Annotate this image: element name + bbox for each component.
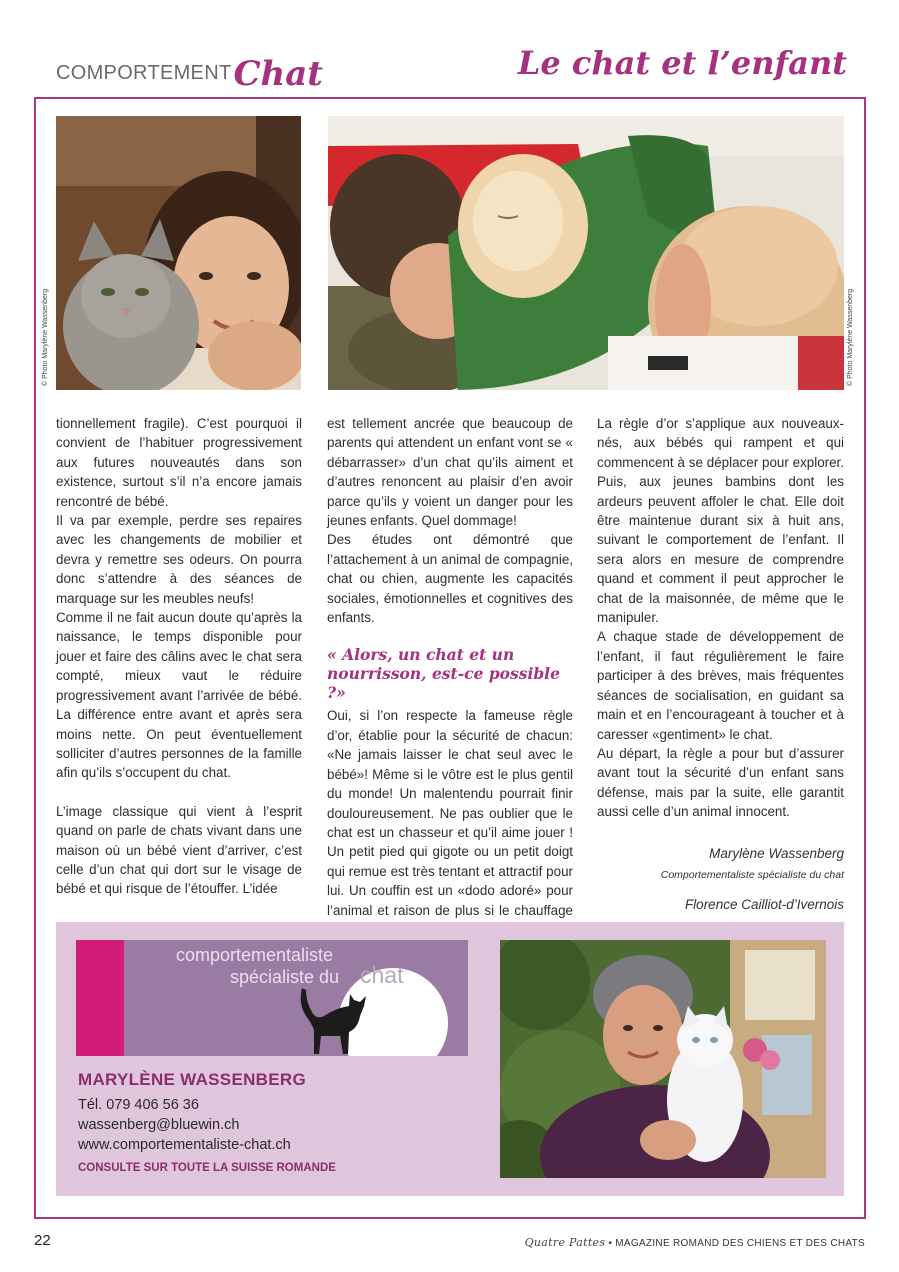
- author-signature: [597, 844, 844, 886]
- paragraph: A chaque stade de développement de l’enfant, il faut régulièrement le faire participer à des brèves, mais fréquentes séances de socialisation, en guidant sa main et en l’encourageant à toucher et à caresser «gentiment» le chat.: [597, 629, 844, 742]
- section-header: [56, 44, 323, 94]
- paragraph: Des études ont démontré que l’attachement à un animal de compagnie, chat ou chien, augmente les capacités sociales, émotionnelles et cognitives des enfants.: [327, 532, 573, 626]
- article-title: Le chat et l’enfant: [517, 44, 847, 82]
- section-script-label: Chat: [233, 54, 323, 94]
- article-column-3: [597, 414, 844, 937]
- banner-line-1: comportementaliste: [176, 945, 334, 965]
- photo-girl-with-kitten: [56, 116, 301, 390]
- paragraph: Comme il ne fait aucun doute qu’après la naissance, le temps disponible pour jouer et faire des câlins avec le chat sera compté, mieux vaut le réduire progressivement avant l’arrivée de bébé. La différence entre avant et après sera moins nette. On peut éventuellement solliciter d’autres personnes de la famille afin qu’ils s’occupent du chat.: [56, 610, 302, 781]
- article-column-1: [56, 414, 302, 899]
- paragraph: Au départ, la règle a pour but d’assurer avant tout la sécurité d’un enfant sans défense, mais par la suite, elle garantit aussi celle d’un animal innocent.: [597, 745, 844, 820]
- photo-credit-left: © Photo Marylène Wassenberg: [42, 288, 49, 386]
- photo-boy-hugging-cat: [328, 116, 844, 390]
- section-label: COMPORTEMENT: [56, 62, 232, 84]
- ad-email[interactable]: wassenberg@bluewin.ch: [78, 1117, 240, 1133]
- ad-phone: Tél. 079 406 56 36: [78, 1097, 199, 1113]
- paragraph: tionnellement fragile). C’est pourquoi il convient de l’habituer progressivement aux futures nouveautés dans son existence, surtout s’il n’a encore jamais rencontré de bébé.: [56, 416, 302, 509]
- banner-accent-bar: [76, 940, 124, 1056]
- ad-tagline: CONSULTE SUR TOUTE LA SUISSE ROMANDE: [78, 1162, 336, 1174]
- author-role: Comportementaliste spécialiste du chat: [660, 868, 844, 881]
- article-column-2: [327, 414, 573, 939]
- paragraph: Oui, si l’on respecte la fameuse règle d’or, établie pour la sécurité de chacun: «Ne jamais laisser le chat seul avec le bébé»! Même si le vôtre est le plus gentil du monde! Un malentendu pourrait finir douloureusement. Ne pas oublier que le chat est un chasseur et qu’il aime jouer ! Un petit pied qui gigote ou un petit doigt qui remue est très tentant et attractif pour lui. Un couffin est un «dodo adoré» pour l’animal et raison de plus si le chauffage: [327, 708, 573, 918]
- banner-line-2: spécialiste du: [230, 967, 340, 987]
- author-name: Marylène Wassenberg: [709, 845, 844, 861]
- paragraph: Il va par exemple, perdre ses repaires avec les changements de mobilier et devra y remettre ses odeurs. On pourra donc s’attendre à des séances de marquage sur les meubles neufs!: [56, 513, 302, 606]
- banner-line-3: chat: [360, 962, 404, 988]
- paragraph: est tellement ancrée que beaucoup de parents qui attendent un enfant vont se « débarrasser» d’un chat qu’ils aiment et d’autres renoncent au plaisir d’en avoir parce qu’ils y voient un danger pour les jeunes enfants. Quel dommage!: [327, 416, 573, 529]
- subheading: « Alors, un chat et un nourrisson, est-ce possible ?»: [327, 645, 560, 703]
- photo-woman-with-white-cat-image: [500, 940, 826, 1178]
- ad-website[interactable]: www.comportementaliste-chat.ch: [78, 1137, 291, 1153]
- photo-boy-hugging-cat-image: [328, 116, 844, 390]
- cat-silhouette-icon: [296, 986, 376, 1056]
- paragraph: La règle d’or s’applique aux nouveaux-nés, aux bébés qui rampent et qui commencent à se déplacer pour explorer. Puis, aux jeunes bambins dont les ardeurs peuvent affoler le chat. Elle doit être maintenue durant six à huit ans, suivant le comportement de l’enfant. Il sera alors en mesure de comprendre quand et comment il peut approcher le chat de la maisonnée, de même que le manipuler.: [597, 416, 844, 626]
- ad-contact-name: MARYLÈNE WASSENBERG: [78, 1070, 306, 1089]
- page-footer: [525, 1236, 865, 1249]
- ad-banner: [76, 940, 468, 1056]
- photo-credit-right: © Photo Marylène Wassenberg: [847, 288, 854, 386]
- page-number: 22: [34, 1232, 51, 1249]
- magazine-tagline: • MAGAZINE ROMAND DES CHIENS ET DES CHATS: [608, 1238, 865, 1249]
- magazine-name: Quatre Pattes: [524, 1236, 606, 1249]
- advertisement-box: [56, 922, 844, 1196]
- photo-girl-with-kitten-image: [56, 116, 301, 390]
- author-name: Florence Cailliot-d’Ivernois: [684, 897, 844, 913]
- paragraph: L’image classique qui vient à l’esprit quand on parle de chats vivant dans une maison où un bébé vient d’arriver, c’est celle d’un chat qui dort sur le visage de bébé et qui risque de l’étouffer. L’idée: [56, 803, 302, 897]
- photo-woman-with-white-cat: [500, 940, 826, 1178]
